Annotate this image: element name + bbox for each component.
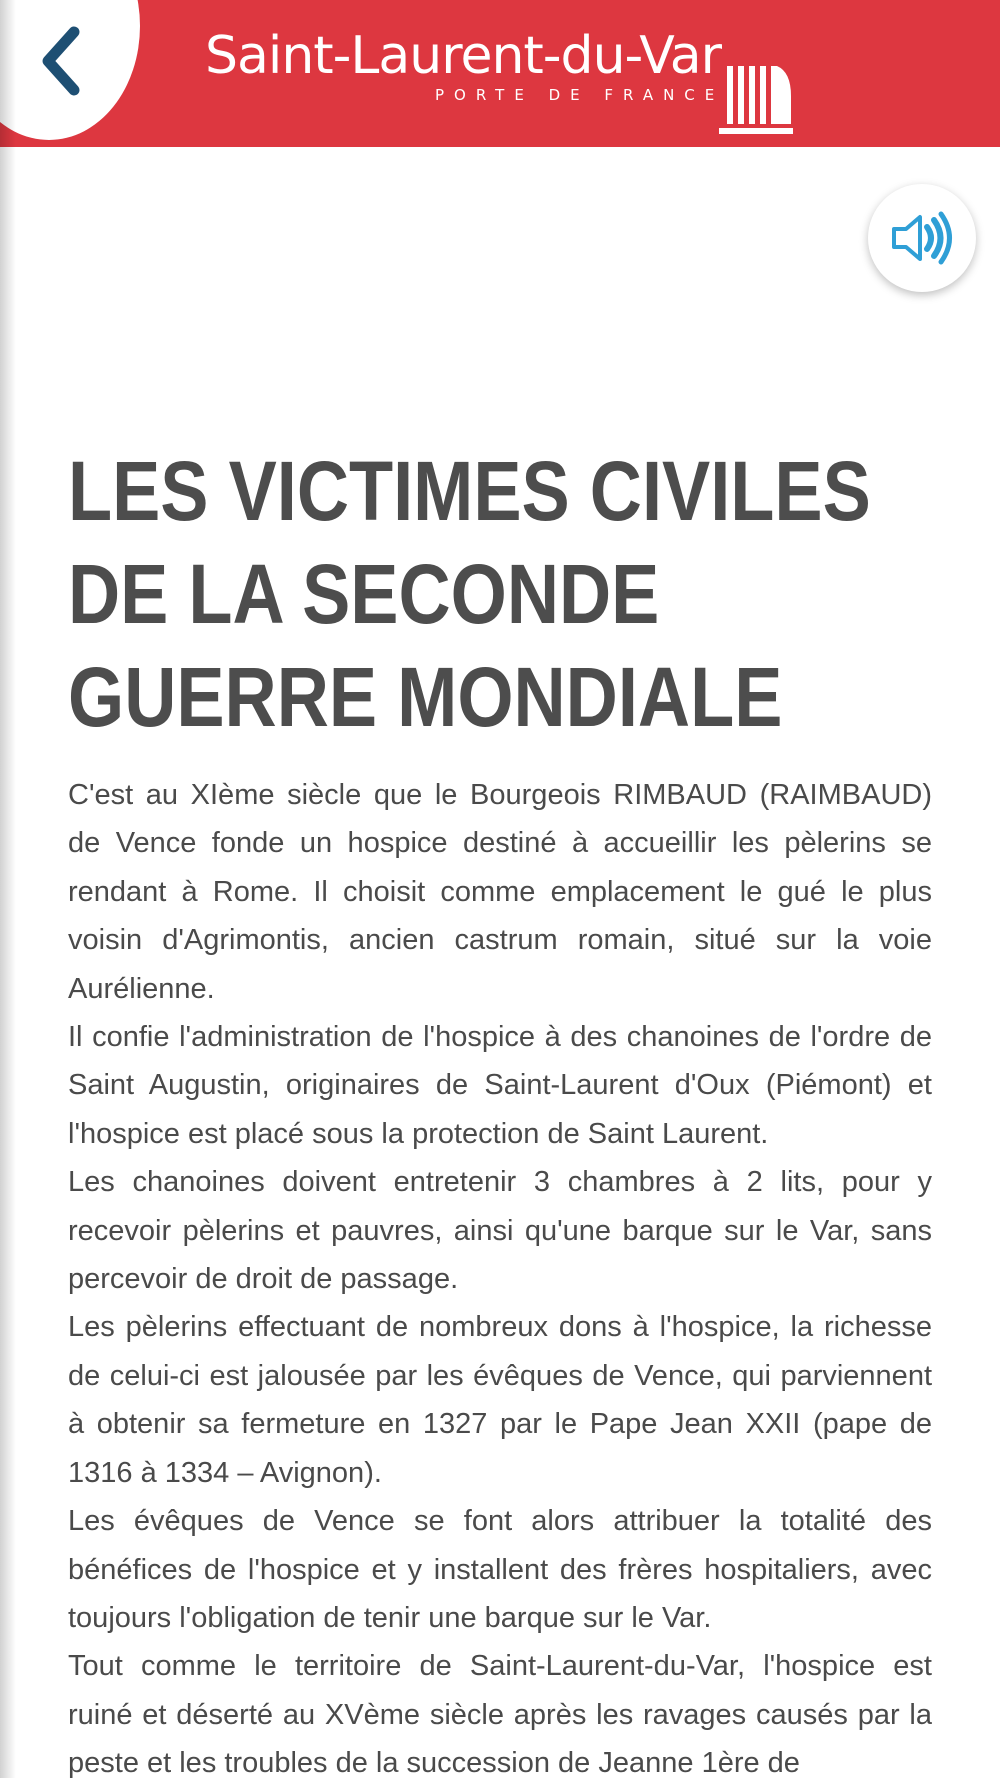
city-logo (205, 22, 805, 122)
article-paragraph: Les pèlerins effectuant de nombreux dons à l'hospice, la richesse de celui-ci est jalousée par les évêques de Vence, qui parviennent à obtenir sa fermeture en 1327 par le Pape Jean XXII (pape de 1316 à 1334 – Avignon). (68, 1311, 932, 1489)
title-line: GUERRE MONDIALE (68, 650, 783, 744)
speaker-sound-icon (890, 210, 954, 266)
logo-name: Saint-Laurent-du-Var (205, 26, 722, 86)
app-header (0, 0, 1000, 147)
article-paragraph: Tout comme le territoire de Saint-Laurent-du-Var, l'hospice est ruiné et déserté au XVème siècle après les ravages causés par la peste et les troubles de la succession de Jeanne 1ère de (68, 1650, 932, 1780)
title-line: LES VICTIMES CIVILES (68, 444, 871, 538)
article-paragraph: C'est au XIème siècle que le Bourgeois RIMBAUD (RAIMBAUD) de Vence fonde un hospice destiné à accueillir les pèlerins se rendant à Rome. Il choisit comme emplacement le gué le plus voisin d'Agrimontis, ancien castrum romain, situé sur la voie Aurélienne. (68, 779, 932, 1005)
article-title (68, 440, 932, 749)
chevron-left-icon (38, 26, 84, 96)
article-paragraph: Les chanoines doivent entretenir 3 chambres à 2 lits, pour y recevoir pèlerins et pauvres, ainsi qu'une barque sur le Var, sans percevoir de droit de passage. (68, 1166, 932, 1296)
article-body (68, 771, 932, 1788)
logo-tagline: PORTE DE FRANCE (435, 86, 725, 104)
article-paragraph: Il confie l'administration de l'hospice à des chanoines de l'ordre de Saint Augustin, originaires de Saint-Laurent d'Oux (Piémont) et l'hospice est placé sous la protection de Saint Laurent. (68, 1021, 932, 1150)
audio-play-button[interactable] (868, 184, 976, 292)
article-paragraph: Les évêques de Vence se font alors attribuer la totalité des bénéfices de l'hospice et y installent des frères hospitaliers, avec toujours l'obligation de tenir une barque sur le Var. (68, 1505, 932, 1634)
article (68, 440, 932, 1788)
left-edge-shadow (0, 0, 16, 1778)
back-button[interactable] (0, 0, 140, 140)
columns-logo-icon (705, 42, 797, 136)
title-line: DE LA SECONDE (68, 547, 660, 641)
